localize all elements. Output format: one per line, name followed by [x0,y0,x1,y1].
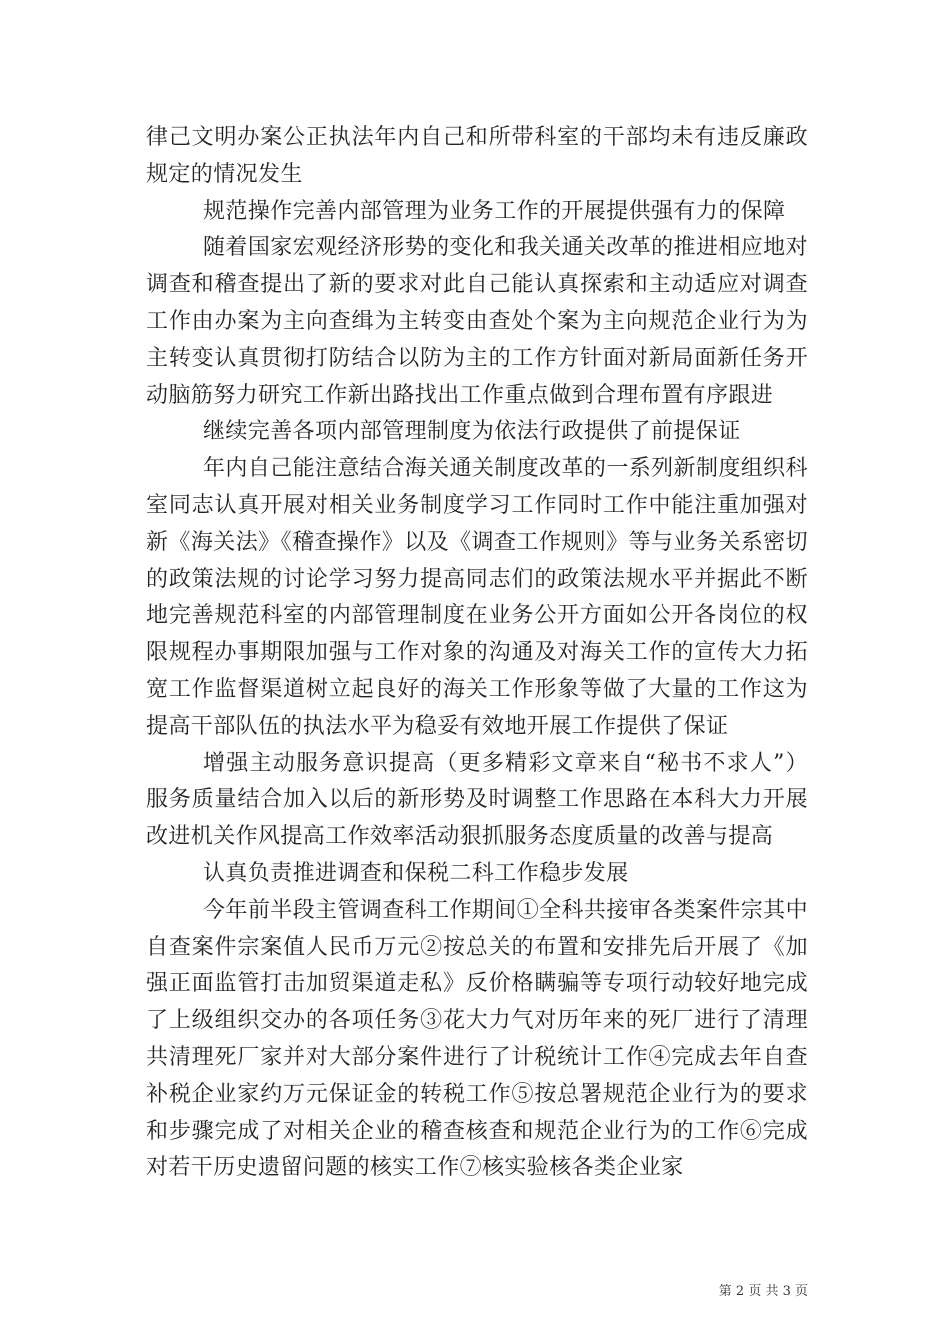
paragraph-6: 增强主动服务意识提高（更多精彩文章来自“秘书不求人”）服务质量结合加入以后的新形势及时调整工作思路在本科大力开展改进机关作风提高工作效率活动狠抓服务态度质量的改善与提高 [146,750,808,850]
page-number-footer: 第 2 页 共 3 页 [718,1284,808,1299]
paragraph-1: 律己文明办案公正执法年内自己和所带科室的干部均未有违反廉政规定的情况发生 [146,125,808,187]
section-heading-internal-rules: 继续完善各项内部管理制度为依法行政提供了前提保证 [203,419,741,445]
document-body [146,120,808,1187]
paragraph-8: 今年前半段主管调查科工作期间①全科共接审各类案件宗其中自查案件宗案值人民币万元②按总关的布置和安排先后开展了《加强正面监管打击加贸渠道走私》反价格瞒骗等专项行动较好地完成了上级组织交办的各项任务③花大力气对历年来的死厂进行了清理共清理死厂家并对大部分案件进行了计税统计工作④完成去年自查补税企业家约万元保证金的转税工作⑤按总署规范企业行为的要求和步骤完成了对相关企业的稽查核查和规范企业行为的工作⑥完成对若干历史遗留问题的核实工作⑦核实验核各类企业家 [146,897,808,1181]
paragraph-5: 年内自己能注意结合海关通关制度改革的一系列新制度组织科室同志认真开展对相关业务制度学习工作同时工作中能注重加强对新《海关法》《稽查操作》以及《调查工作规则》等与业务关系密切的政策法规的讨论学习努力提高同志们的政策法规水平并据此不断地完善规范科室的内部管理制度在业务公开方面如公开各岗位的权限规程办事期限加强与工作对象的沟通及对海关工作的宣传大力拓宽工作监督渠道树立起良好的海关工作形象等做了大量的工作这为提高干部队伍的执法水平为稳妥有效地开展工作提供了保证 [146,456,808,739]
section-heading-management: 规范操作完善内部管理为业务工作的开展提供强有力的保障 [203,198,786,224]
section-heading-investigation: 认真负责推进调查和保税二科工作稳步发展 [203,860,629,886]
paragraph-3: 随着国家宏观经济形势的变化和我关通关改革的推进相应地对调查和稽查提出了新的要求对此自己能认真探索和主动适应对调查工作由办案为主向查缉为主转变由查处个案为主向规范企业行为为主转变认真贯彻打防结合以防为主的工作方针面对新局面新任务开动脑筋努力研究工作新出路找出工作重点做到合理布置有序跟进 [146,235,808,408]
